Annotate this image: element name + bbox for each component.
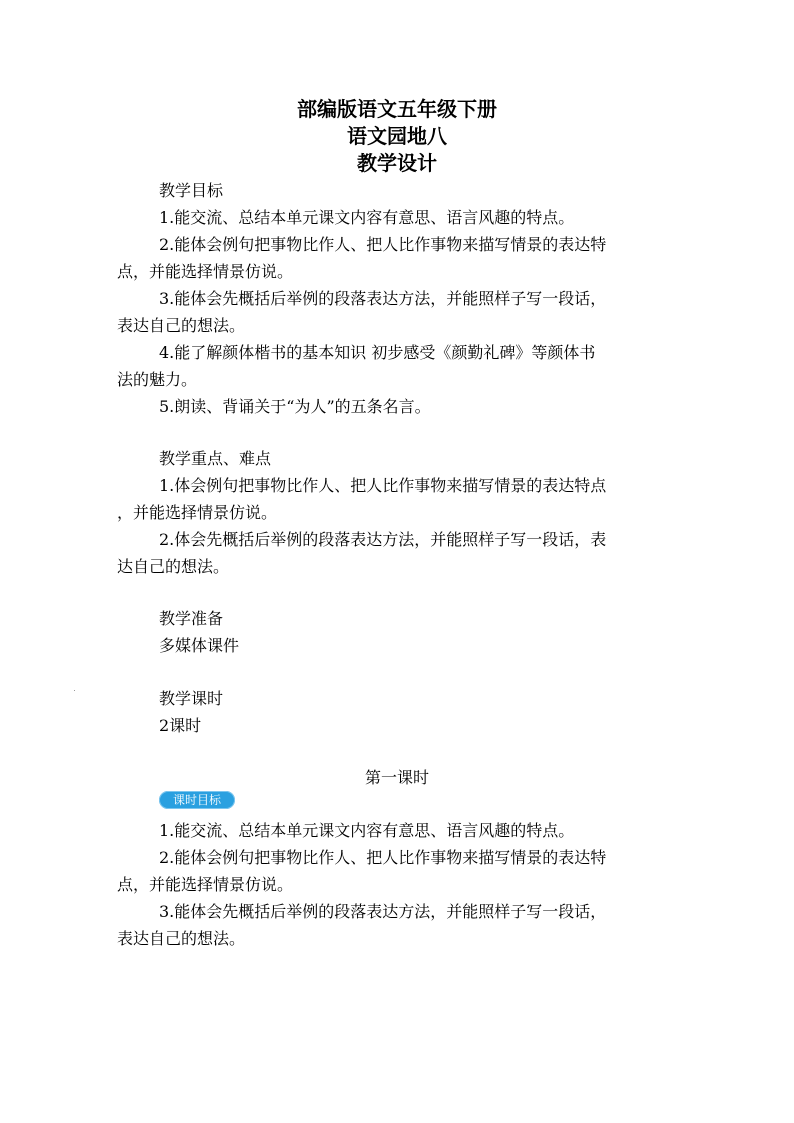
lesson-1-item-1: 1.能交流、总结本单元课文内容有意思、语言风趣的特点。: [159, 821, 575, 840]
lesson-1-item-2-line-2: 点，并能选择情景仿说。: [117, 875, 294, 894]
lesson-goal-badge: 课时目标: [159, 791, 235, 809]
duration-content: 2课时: [159, 716, 202, 735]
objective-item-2-line-2: 点，并能选择情景仿说。: [117, 262, 294, 281]
preparation-heading: 教学准备: [159, 609, 224, 628]
preparation-content: 多媒体课件: [159, 636, 240, 655]
lesson-1-item-3-line-1: 3.能体会先概括后举例的段落表达方法，并能照样子写一段话，: [159, 902, 607, 921]
objective-item-4-line-2: 法的魅力。: [117, 370, 198, 389]
key-points-heading: 教学重点、难点: [159, 449, 272, 468]
lesson-1-item-3-line-2: 表达自己的想法。: [117, 929, 246, 948]
objective-item-5: 5.朗读、背诵关于“为人”的五条名言。: [159, 397, 431, 416]
objective-item-3-line-1: 3.能体会先概括后举例的段落表达方法，并能照样子写一段话，: [159, 289, 607, 308]
key-point-item-1-line-1: 1.体会例句把事物比作人、把人比作事物来描写情景的表达特点: [159, 476, 607, 495]
title-line-3: 教学设计: [357, 151, 437, 175]
duration-heading: 教学课时: [159, 689, 224, 708]
key-point-item-2-line-1: 2.体会先概括后举例的段落表达方法，并能照样子写一段话，表: [159, 530, 607, 549]
title-line-2: 语文园地八: [347, 124, 447, 148]
key-point-item-1-line-2: ，并能选择情景仿说。: [117, 503, 278, 522]
title-line-1: 部编版语文五年级下册: [297, 97, 497, 121]
stray-dot: [74, 690, 75, 691]
objective-item-3-line-2: 表达自己的想法。: [117, 316, 246, 335]
objective-item-2-line-1: 2.能体会例句把事物比作人、把人比作事物来描写情景的表达特: [159, 235, 607, 254]
objective-item-1: 1.能交流、总结本单元课文内容有意思、语言风趣的特点。: [159, 208, 575, 227]
lesson-1-item-2-line-1: 2.能体会例句把事物比作人、把人比作事物来描写情景的表达特: [159, 848, 607, 867]
lesson-1-title: 第一课时: [364, 768, 429, 787]
objectives-heading: 教学目标: [159, 181, 224, 200]
key-point-item-2-line-2: 达自己的想法。: [117, 557, 230, 576]
objective-item-4-line-1: 4.能了解颜体楷书的基本知识 初步感受《颜勤礼碑》等颜体书: [159, 343, 596, 362]
